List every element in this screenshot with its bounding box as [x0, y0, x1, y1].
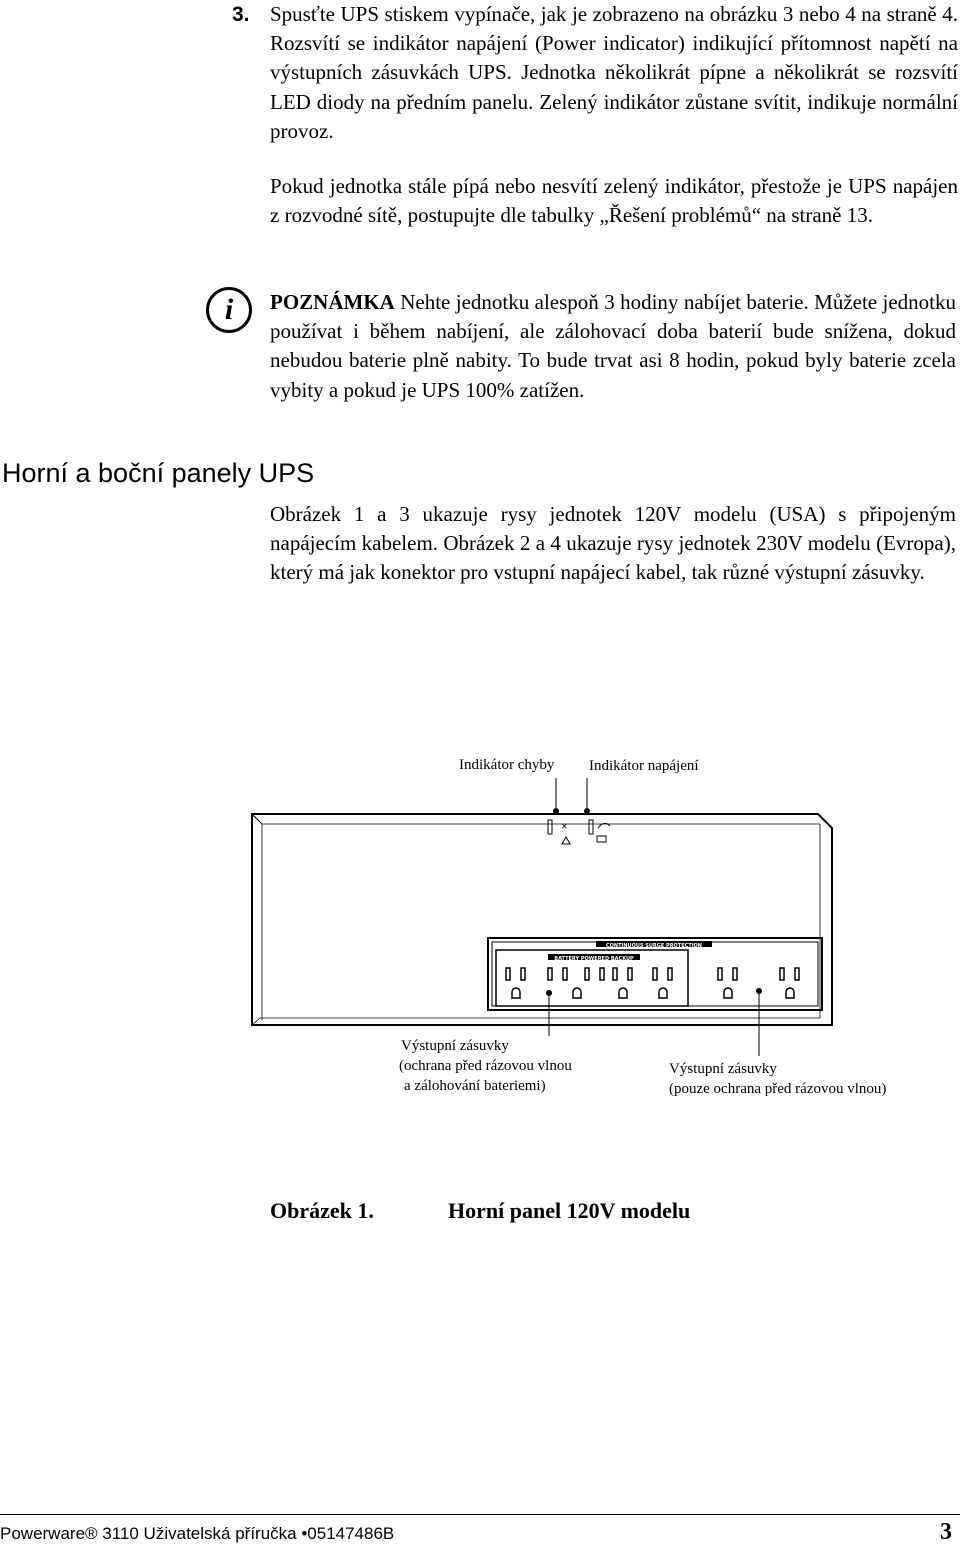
ups-top-panel-diagram	[0, 740, 960, 1160]
panel-surge-text: CONTINUOUS SURGE PROTECTION	[605, 943, 703, 949]
label-battery-outlets-3: a zálohování bateriemi)	[404, 1078, 546, 1094]
label-battery-outlets-1: Výstupní zásuvky	[401, 1038, 509, 1054]
step-paragraph-1: Spusťte UPS stiskem vypínače, jak je zobrazeno na obrázku 3 nebo 4 na straně 4. Rozsvítí se indikátor napájení (Power indicator) indikující přítomnost napětí na výstupních zásuvkách UPS. Jednotka několikrát pípne a několikrát se rozsvítí LED diody na předním panelu. Zelený indikátor zůstane svítit, indikuje normální provoz.	[270, 2, 958, 143]
svg-text:✕: ✕	[561, 822, 568, 831]
panel-backup-text: BATTERY POWERED BACKUP	[554, 956, 634, 962]
label-battery-outlets-2: (ochrana před rázovou vlnou	[399, 1058, 572, 1074]
step-number: 3.	[232, 3, 250, 26]
step-paragraph-2: Pokud jednotka stále pípá nebo nesvítí zelený indikátor, přestože je UPS napájen z rozvodné sítě, postupujte dle tabulky „Řešení problémů“ na straně 13.	[270, 174, 958, 228]
figure-caption-title: Horní panel 120V modelu	[448, 1198, 691, 1223]
footer-text: Powerware® 3110 Uživatelská příručka •05147486B	[0, 1524, 395, 1543]
page-number: 3	[940, 1519, 952, 1545]
label-surge-outlets-1: Výstupní zásuvky	[669, 1061, 777, 1077]
note-text: Nehte jednotku alespoň 3 hodiny nabíjet baterie. Můžete jednotku používat i během nabíjení, ale zálohovací doba baterií bude snížena, dokud nebudou baterie plně nabity. To bude trvat asi 8 hodin, pokud byly baterie zcela vybity a pokud je UPS 100% zatížen.	[270, 290, 956, 402]
note-label: POZNÁMKA	[270, 290, 395, 314]
section-paragraph: Obrázek 1 a 3 ukazuje rysy jednotek 120V modelu (USA) s připojeným napájecím kabelem. Obrázek 2 a 4 ukazuje rysy jednotek 230V modelu (Evropa), který má jak konektor pro vstupní napájecí kabel, tak různé výstupní zásuvky.	[270, 502, 956, 585]
note-paragraph	[270, 288, 956, 405]
label-fault-indicator: Indikátor chyby	[459, 757, 555, 773]
figure-caption-number: Obrázek 1.	[270, 1198, 374, 1223]
footer-rule	[0, 1514, 960, 1515]
label-surge-outlets-2: (pouze ochrana před rázovou vlnou)	[669, 1081, 887, 1097]
label-power-indicator: Indikátor napájení	[589, 758, 699, 774]
figure-1	[0, 740, 960, 1160]
section-heading: Horní a boční panely UPS	[2, 458, 315, 488]
info-icon: i	[206, 287, 252, 333]
